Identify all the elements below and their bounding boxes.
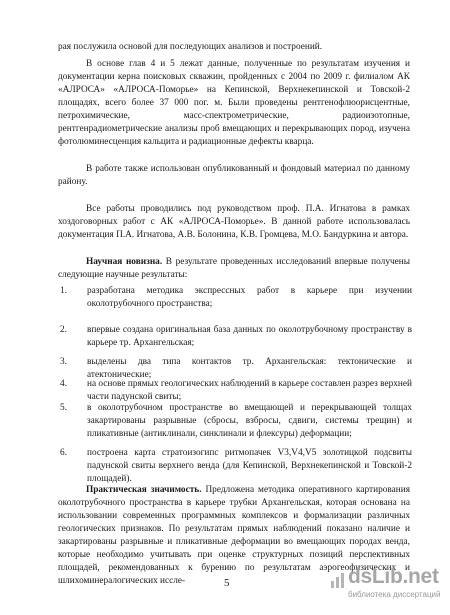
paragraph-supervision: Все работы проводились под руководством проф. П.А. Игнатова в рамках хоздоговорных работ с АК «АЛРОСА-Поморье». В данной работе использовалась документация П.А. Игнатова, А.В. Болонина, К.В. Громцева, М.О. Бандуркина и автора. xyxy=(58,204,410,240)
list-item xyxy=(60,447,412,486)
paragraph-scientific-novelty xyxy=(58,256,410,282)
list-item-text: разработана методика экспрессных работ в карьере при изучении околотрубочного пространства; xyxy=(87,286,412,309)
watermark xyxy=(348,566,448,610)
list-item-text: в околотрубочном пространстве во вмещающей и перекрывающей толщах закартированы разрывные (сбросы, взбросы, сдвиги, системы трещин) и пликативные (антиклинали, синклинали и флексуры) деформации; xyxy=(87,403,412,439)
practical-text: Предложена методика оперативного картирования околотрубочного пространства в карьере трубки Архангельская, которая основана на использовании современных программных комплексов и формализации различных геологических признаков. По результатам прямых наблюдений показано наличие и закартированы разрывные и пликативные деформации во вмещающих породах венда, которые необходимо учитывать при оценке структурных позиций перспективных площадей, рекомендованных к бурению по результатам аэрогеофизических и шлихоминералогических иссле- xyxy=(58,485,410,586)
list-item xyxy=(60,285,412,311)
bars-logo-icon xyxy=(330,572,346,588)
list-item-number: 5. xyxy=(60,403,67,413)
list-item-text: на основе прямых геологических наблюдений в карьере составлен разрез верхней части падунской свиты; xyxy=(87,379,412,402)
list-item-number: 6. xyxy=(60,448,67,458)
list-item-number: 4. xyxy=(60,379,67,389)
novelty-heading: Научная новизна. xyxy=(86,257,163,267)
practical-heading: Практическая значимость. xyxy=(86,485,202,495)
list-item xyxy=(60,402,412,441)
paragraph-published-material: В работе также использован опубликованный и фондовый материал по данному району. xyxy=(58,164,410,187)
paragraph-data-sources: В основе глав 4 и 5 лежат данные, полученные по результатам изучения и документации керна поисковых скважин, пройденных с 2004 по 2009 г. филиалом АК «АЛРОСА» «АЛРОСА-Поморье» на Кепинской, Верхнекепинской и Товской-2 площадях, всего более 37 000 пог. м. Были проведены рентгенофлюорисцентные, петрохимические, масс-спектрометрические, радиоизотопные, рентгенрадиометрические анализы проб вмещающих и перекрывающих пород, изучена фотолюминесценция кальцита и радиационные дефекты кварца. xyxy=(58,59,410,147)
list-item-number: 3. xyxy=(60,357,67,367)
list-item-number: 1. xyxy=(60,286,67,296)
paragraph-continuation: рая послужила основой для последующих анализов и построений. xyxy=(58,42,323,52)
list-item-number: 2. xyxy=(60,325,67,335)
watermark-logo: dsLib.net xyxy=(348,565,439,588)
list-item-text: построена карта стратоизогипс ритмопачек V3,V4,V5 золотицкой подсвиты падунской свиты верхнего венда (для Кепинской, Верхнекепинской и Товской-2 площадей). xyxy=(87,448,412,484)
watermark-subtitle: библиотека диссертаций xyxy=(348,590,441,599)
novelty-text: В результате проведенных исследований впервые получены следующие научные результаты: xyxy=(58,257,410,280)
page-number: 5 xyxy=(224,577,230,589)
list-item-text: впервые создана оригинальная база данных по околотрубочному пространству в карьере тр. Архангельская; xyxy=(87,325,412,348)
list-item xyxy=(60,378,412,404)
list-item xyxy=(60,324,412,350)
list-item-text: выделены два типа контактов тр. Архангельская: тектонические и атектонические; xyxy=(87,357,412,380)
